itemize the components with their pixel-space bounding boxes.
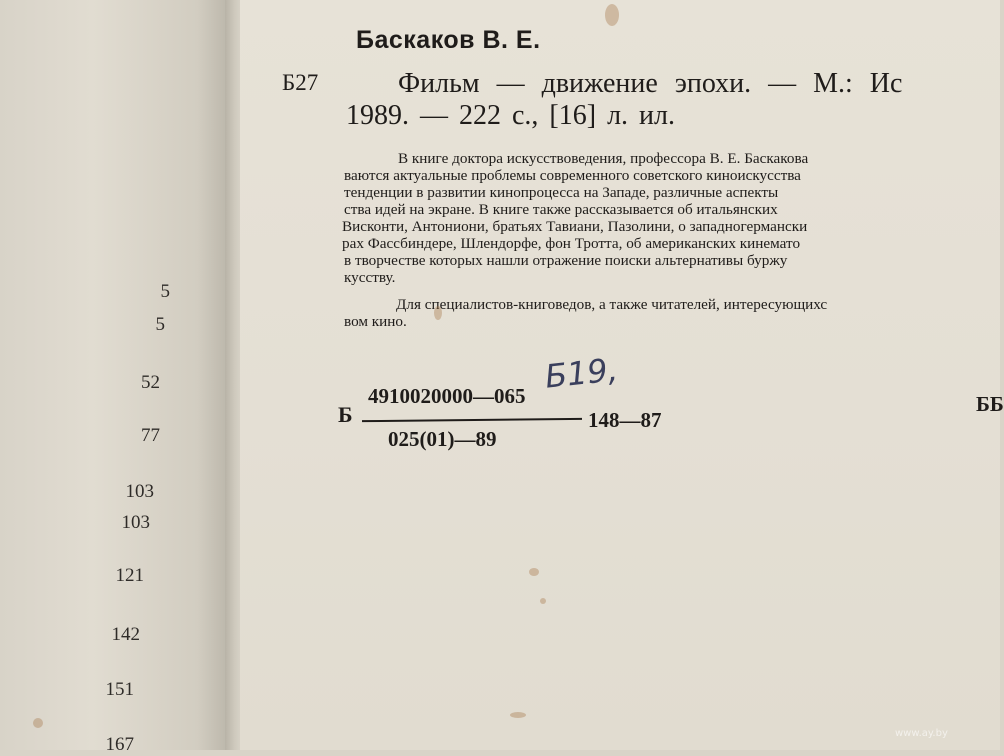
bbk-edge-text: ББ xyxy=(976,392,1004,416)
handwritten-note: Б19, xyxy=(543,350,620,396)
annotation-line: В книге доктора искусствоведения, профессора В. Е. Баскакова xyxy=(398,150,809,167)
author-heading: Баскаков В. Е. xyxy=(356,26,541,54)
audience-line: вом кино. xyxy=(344,313,407,330)
bbk-denominator: 025(01)—89 xyxy=(388,427,497,451)
annotation-line: ства идей на экране. В книге также рассказывается об итальянских xyxy=(344,201,778,218)
page-number: 5 xyxy=(160,281,170,302)
bbk-numerator: 4910020000—065 xyxy=(368,384,526,408)
paper-stain xyxy=(33,718,43,728)
page-number: 151 xyxy=(105,679,134,700)
paper-stain xyxy=(434,306,442,320)
bbk-letter: Б xyxy=(338,402,353,427)
page-number: 121 xyxy=(115,565,144,586)
page-number: 103 xyxy=(125,481,154,502)
annotation-line: рах Фассбиндере, Шлендорфе, фон Тротта, об американских кинемато xyxy=(342,235,801,252)
audience-line: Для специалистов-книговедов, а также читателей, интересующихс xyxy=(396,296,828,313)
annotation-line: в творчестве которых нашли отражение поиски альтернативы буржу xyxy=(344,252,788,269)
watermark: www.ay.by xyxy=(895,728,948,739)
paper-stain xyxy=(529,568,539,576)
page-number: 77 xyxy=(141,425,160,446)
annotation-line: ваются актуальные проблемы современного советского киноискусства xyxy=(344,167,801,184)
publication-info: 1989. — 222 с., [16] л. ил. xyxy=(346,100,676,131)
page-number: 167 xyxy=(105,734,134,755)
book-title-line: Фильм — движение эпохи. — М.: Ис xyxy=(398,68,903,99)
page-number: 142 xyxy=(111,624,140,645)
page-number: 103 xyxy=(121,512,150,533)
annotation-line: кусству. xyxy=(344,269,396,286)
page-number: 52 xyxy=(141,372,160,393)
annotation-line: Висконти, Антониони, братьях Тавиани, Пазолини, о западногермански xyxy=(342,218,808,235)
catalog-code: Б27 xyxy=(282,70,319,95)
paper-stain xyxy=(510,712,526,718)
bbk-right-code: 148—87 xyxy=(588,408,662,432)
paper-stain xyxy=(605,4,619,26)
annotation-line: тенденции в развитии кинопроцесса на Западе, различные аспекты xyxy=(344,184,779,201)
left-page xyxy=(0,0,232,755)
paper-stain xyxy=(540,598,546,604)
page-number: 5 xyxy=(155,314,165,335)
